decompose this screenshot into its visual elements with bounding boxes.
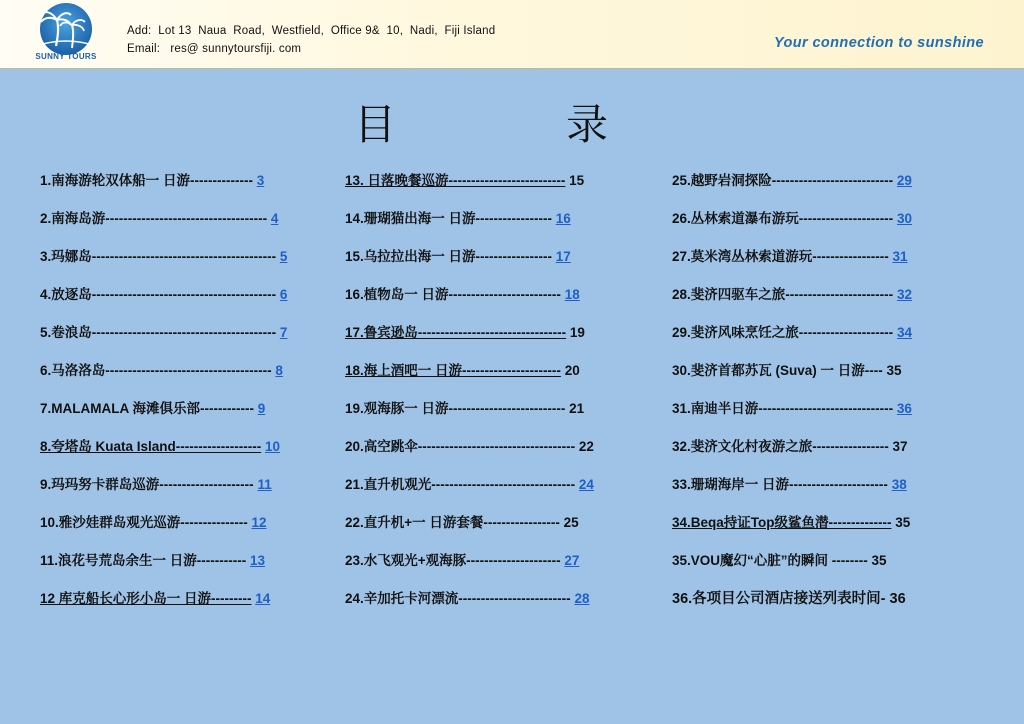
toc-entry[interactable] bbox=[672, 242, 962, 280]
toc-entry-title: 25.越野岩洞探险--------------------------- bbox=[672, 173, 894, 188]
toc-entry-title: 1.南海游轮双体船一 日游-------------- bbox=[40, 173, 253, 188]
toc-entry[interactable] bbox=[345, 356, 623, 394]
toc-entry[interactable] bbox=[672, 584, 962, 622]
toc-entry[interactable] bbox=[40, 356, 312, 394]
toc-entry[interactable] bbox=[672, 432, 962, 470]
toc-entry-title: 32.斐济文化村夜游之旅----------------- bbox=[672, 439, 889, 454]
toc-entry[interactable] bbox=[345, 242, 623, 280]
toc-entry-page-link[interactable]: 18 bbox=[564, 287, 580, 302]
toc-entry[interactable] bbox=[40, 242, 312, 280]
toc-entry-title: 21.直升机观光-------------------------------- bbox=[345, 477, 576, 492]
toc-entry-title: 5.卷浪岛----------------------------------------- bbox=[40, 325, 277, 340]
toc-entry-title: 11.浪花号荒岛余生一 日游----------- bbox=[40, 553, 247, 568]
toc-entry[interactable] bbox=[345, 166, 623, 204]
toc-entry-page-link[interactable]: 14 bbox=[255, 591, 271, 606]
toc-entry-title: 10.雅沙娃群岛观光巡游--------------- bbox=[40, 515, 248, 530]
toc-entry[interactable] bbox=[672, 508, 962, 546]
toc-entry-page-link[interactable]: 27 bbox=[564, 553, 580, 568]
toc-entry[interactable] bbox=[345, 508, 623, 546]
toc-entry[interactable] bbox=[40, 280, 312, 318]
toc-entry-page-link[interactable]: 20 bbox=[564, 363, 580, 378]
toc-entry-title: 36.各项目公司酒店接送列表时间- bbox=[672, 591, 886, 607]
toc-entry-page-link[interactable]: 29 bbox=[896, 173, 912, 188]
toc-entry-page-link[interactable]: 37 bbox=[892, 439, 908, 454]
toc-entry-title: 6.马洛洛岛------------------------------------- bbox=[40, 363, 272, 378]
toc-entry[interactable] bbox=[40, 318, 312, 356]
toc-entry-page-link[interactable]: 38 bbox=[891, 477, 907, 492]
toc-entry-page-link[interactable]: 35 bbox=[871, 553, 887, 568]
toc-entry-title: 2.南海岛游------------------------------------ bbox=[40, 211, 268, 226]
toc-entry-page-link[interactable]: 11 bbox=[257, 477, 272, 492]
toc-entry[interactable] bbox=[672, 394, 962, 432]
toc-entry-page-link[interactable]: 35 bbox=[886, 363, 902, 378]
toc-entry[interactable] bbox=[40, 584, 312, 622]
toc-entry-page-link[interactable]: 15 bbox=[569, 173, 585, 188]
toc-column-2 bbox=[345, 166, 623, 622]
toc-entry-page-link[interactable]: 10 bbox=[264, 439, 280, 454]
toc-entry-title: 15.乌拉拉出海一 日游----------------- bbox=[345, 249, 552, 264]
company-address: Add: Lot 13 Naua Road, Westfield, Office 9& 10, Nadi, Fiji Island bbox=[127, 25, 496, 37]
toc-entry-page-link[interactable]: 17 bbox=[555, 249, 571, 264]
toc-entry-title: 20.高空跳伞----------------------------------- bbox=[345, 439, 576, 454]
toc-entry-page-link[interactable]: 12 bbox=[251, 515, 267, 530]
toc-entry-title: 28.斐济四驱车之旅------------------------ bbox=[672, 287, 894, 302]
toc-entry-page-link[interactable]: 13 bbox=[250, 553, 266, 568]
toc-entry-title: 8.夸塔岛 Kuata Island------------------- bbox=[40, 439, 262, 454]
toc-entry-page-link[interactable]: 35 bbox=[895, 515, 911, 530]
toc-entry-title: 18.海上酒吧一 日游---------------------- bbox=[345, 363, 561, 378]
toc-entry-page-link[interactable]: 22 bbox=[578, 439, 594, 454]
toc-entry-title: 23.水飞观光+观海豚--------------------- bbox=[345, 553, 561, 568]
toc-entry-title: 9.玛玛努卡群岛巡游--------------------- bbox=[40, 477, 254, 492]
toc-entry-page-link[interactable]: 7 bbox=[279, 325, 288, 340]
toc-entry-page-link[interactable]: 19 bbox=[569, 325, 585, 340]
toc-entry[interactable] bbox=[345, 546, 623, 584]
toc-entry-title: 26.丛林索道瀑布游玩--------------------- bbox=[672, 211, 894, 226]
toc-entry-title: 4.放逐岛----------------------------------------- bbox=[40, 287, 277, 302]
toc-entry[interactable] bbox=[345, 318, 623, 356]
title-char-2: 录 bbox=[566, 100, 609, 149]
toc-entry[interactable] bbox=[345, 394, 623, 432]
toc-entry-title: 24.辛加托卡河漂流------------------------- bbox=[345, 591, 571, 606]
toc-entry-title: 34.Beqa持证Top级鲨鱼潜-------------- bbox=[672, 515, 892, 530]
toc-entry-page-link[interactable]: 36 bbox=[896, 401, 912, 416]
toc-entry[interactable] bbox=[672, 318, 962, 356]
toc-entry-title: 30.斐济首都苏瓦 (Suva) 一 日游---- bbox=[672, 363, 883, 378]
toc-column-1 bbox=[40, 166, 312, 622]
toc-entry-title: 22.直升机+一 日游套餐----------------- bbox=[345, 515, 560, 530]
toc-entry-page-link[interactable]: 32 bbox=[896, 287, 912, 302]
toc-entry-title: 17.鲁宾逊岛--------------------------------- bbox=[345, 325, 567, 340]
toc-entry[interactable] bbox=[345, 280, 623, 318]
toc-entry[interactable] bbox=[672, 166, 962, 204]
toc-entry[interactable] bbox=[40, 470, 312, 508]
toc-entry-page-link[interactable]: 16 bbox=[555, 211, 571, 226]
toc-entry-title: 31.南迪半日游------------------------------ bbox=[672, 401, 894, 416]
toc-entry[interactable] bbox=[672, 470, 962, 508]
toc-entry-title: 13. 日落晚餐巡游-------------------------- bbox=[345, 173, 566, 188]
toc-entry-page-link[interactable]: 34 bbox=[896, 325, 912, 340]
title-char-1: 目 bbox=[354, 100, 397, 149]
toc-entry-title: 19.观海豚一 日游-------------------------- bbox=[345, 401, 566, 416]
toc-entry[interactable] bbox=[672, 280, 962, 318]
page-header bbox=[0, 0, 1024, 69]
toc-entry-title: 35.VOU魔幻“心脏”的瞬间 -------- bbox=[672, 553, 868, 568]
toc-entry[interactable] bbox=[40, 508, 312, 546]
toc-entry-title: 14.珊瑚猫出海一 日游----------------- bbox=[345, 211, 552, 226]
toc-entry-title: 33.珊瑚海岸一 日游---------------------- bbox=[672, 477, 888, 492]
company-email: Email: res@ sunnytoursfiji. com bbox=[127, 43, 302, 55]
toc-entry-page-link[interactable]: 4 bbox=[270, 211, 279, 226]
page-title bbox=[0, 92, 1024, 149]
toc-column-3 bbox=[672, 166, 962, 622]
toc-entry[interactable] bbox=[40, 546, 312, 584]
toc-entry-page-link[interactable]: 36 bbox=[889, 591, 906, 607]
toc-entry-page-link[interactable]: 8 bbox=[275, 363, 283, 378]
toc-entry-page-link[interactable]: 24 bbox=[578, 477, 594, 492]
toc-entry-page-link[interactable]: 3 bbox=[256, 173, 265, 188]
toc-entry-page-link[interactable]: 25 bbox=[563, 515, 579, 530]
toc-entry[interactable] bbox=[672, 546, 962, 584]
toc-entry-title: 27.莫米湾丛林索道游玩----------------- bbox=[672, 249, 889, 264]
toc-entry-page-link[interactable]: 21 bbox=[569, 401, 585, 416]
toc-entry[interactable] bbox=[672, 356, 962, 394]
toc-entry-page-link[interactable]: 6 bbox=[279, 287, 288, 302]
toc-entry-title: 16.植物岛一 日游------------------------- bbox=[345, 287, 561, 302]
toc-entry[interactable] bbox=[40, 204, 312, 242]
toc-entry-page-link[interactable]: 9 bbox=[257, 401, 266, 416]
logo-text: SUNNY TOURS bbox=[35, 52, 97, 61]
toc-entry-title: 7.MALAMALA 海滩俱乐部------------ bbox=[40, 401, 254, 416]
toc-entry-title: 29.斐济风味烹饪之旅--------------------- bbox=[672, 325, 894, 340]
toc-entry-page-link[interactable]: 5 bbox=[279, 249, 288, 264]
toc-entry[interactable] bbox=[40, 394, 312, 432]
toc-entry-title: 3.玛娜岛----------------------------------------- bbox=[40, 249, 277, 264]
toc-entry[interactable] bbox=[345, 584, 623, 622]
toc-entry[interactable] bbox=[40, 432, 312, 470]
toc-entry[interactable] bbox=[672, 204, 962, 242]
tagline: Your connection to sunshine bbox=[773, 35, 984, 51]
toc-entry-page-link[interactable]: 30 bbox=[896, 211, 912, 226]
toc-entry-title: 12 库克船长心形小岛一 日游--------- bbox=[40, 591, 252, 606]
toc-entry[interactable] bbox=[345, 204, 623, 242]
toc-entry[interactable] bbox=[345, 432, 623, 470]
toc-entry-page-link[interactable]: 31 bbox=[892, 249, 908, 264]
toc-entry-page-link[interactable]: 28 bbox=[574, 591, 590, 606]
toc-entry[interactable] bbox=[40, 166, 312, 204]
toc-entry[interactable] bbox=[345, 470, 623, 508]
